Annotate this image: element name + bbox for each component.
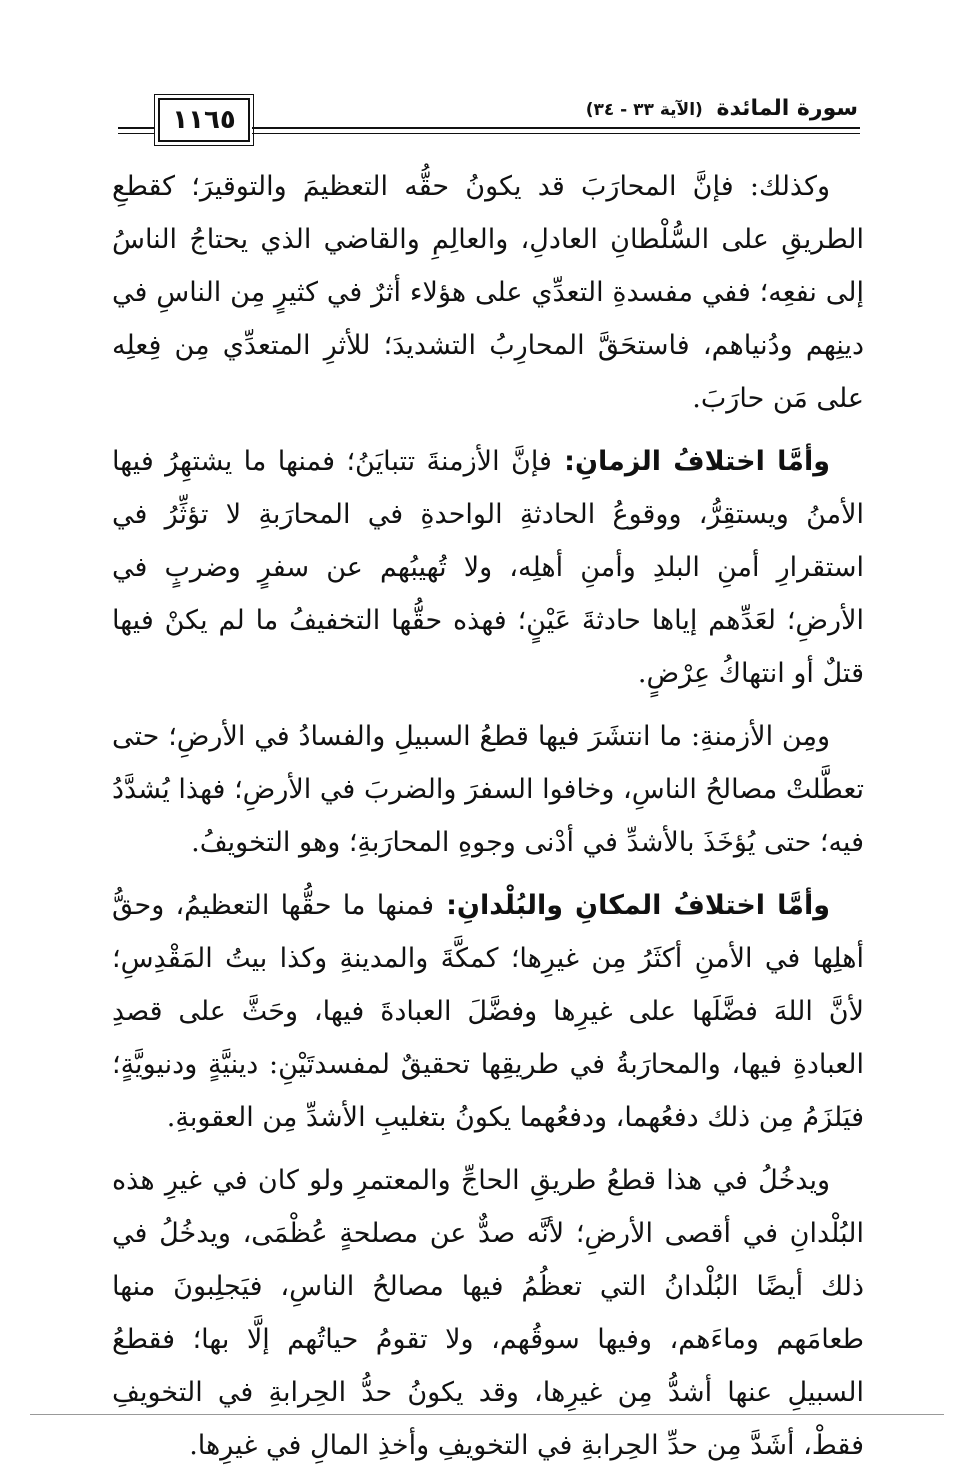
running-header	[586, 96, 858, 121]
paragraph	[112, 160, 864, 425]
paragraph	[112, 435, 864, 700]
surah-name: سورة المائدة	[716, 96, 858, 121]
header-rule-left	[118, 127, 154, 129]
paragraph	[112, 879, 864, 1144]
page-number-text: ١١٦٥	[172, 105, 236, 135]
page-body	[112, 160, 864, 1472]
page-number	[158, 98, 250, 142]
paragraph-heading: وأمَّا اختلافُ الزمانِ:	[551, 446, 830, 477]
paragraph-heading: وأمَّا اختلافُ المكانِ والبُلْدانِ:	[434, 890, 830, 921]
paragraph-text: فإنَّ الأزمنةَ تتبايَنُ؛ فمنها ما يشتهِرُ فيها الأمنُ ويستقِرُّ، ووقوعُ الحادثةِ الواحدةِ في المحارَبةِ لا تؤثِّرُ في استقرارِ أمنِ البلدِ وأمنِ أهلِه، ولا تُهيبُهم عن سفرٍ وضربٍ في الأرضِ؛ لعَدِّهم إياها حادثةَ عَيْنٍ؛ فهذه حقُّها التخفيفُ ما لم يكنْ فيها قتلٌ أو انتهاكُ عِرْضٍ.	[112, 446, 864, 689]
paragraph-text: فمنها ما حقُّها التعظيمُ، وحقُّ أهلِها في الأمنِ أكثَرُ مِن غيرِها؛ كمكَّةَ والمدينةِ وكذا بيتُ المَقْدِسِ؛ لأنَّ اللهَ فضَّلَها على غيرِها وفضَّلَ العبادةَ فيها، وحَثَّ على قصدِ العبادةِ فيها، والمحارَبةُ في طريقِها تحقيقٌ لمفسدتَيْنِ: دينيَّةٍ ودنيويَّةٍ؛ فيَلزَمُ مِن ذلك دفعُهما، ودفعُهما يكونُ بتغليبِ الأشدِّ مِن العقوبةِ.	[112, 890, 864, 1133]
paragraph-text: ويدخُلُ في هذا قطعُ طريقِ الحاجِّ والمعتمرِ ولو كان في غيرِ هذه البُلْدانِ في أقصى الأرضِ؛ لأنَّه صدٌّ عن مصلحةٍ عُظْمَى، ويدخُلُ في ذلك أيضًا البُلْدانُ التي تعظُمُ فيها مصالحُ الناسِ، فيَجلِبونَ منها طعامَهم وماءَهم، وفيها سوقُهم، ولا تقومُ حياتُهم إلَّا بها؛ فقطعُ السبيلِ عنها أشدُّ مِن غيرِها، وقد يكونُ حدُّ الحِرابةِ في التخويفِ فقطْ، أشَدَّ مِن حدِّ الحِرابةِ في التخويفِ وأخذِ المالِ في غيرِها.	[112, 1165, 864, 1461]
header-rule-left-lower	[118, 133, 154, 134]
ayah-range: (الآية ٣٣ - ٣٤)	[585, 100, 703, 120]
footer-rule	[30, 1414, 944, 1415]
paragraph-text: ومِن الأزمنةِ: ما انتشَرَ فيها قطعُ السبيلِ والفسادُ في الأرضِ؛ حتى تعطَّلتْ مصالحُ الناسِ، وخافوا السفرَ والضربَ في الأرضِ؛ فهذا يُشدَّدُ فيه؛ حتى يُؤخَذَ بالأشدِّ في أدْنى وجوهِ المحارَبةِ؛ وهو التخويفُ.	[112, 721, 864, 858]
header-rule-right-lower	[252, 133, 860, 134]
paragraph	[112, 710, 864, 869]
paragraph-text: وكذلك: فإنَّ المحارَبَ قد يكونُ حقُّه التعظيمَ والتوقيرَ؛ كقطعِ الطريقِ على السُّلْطانِ العادلِ، والعالِمِ والقاضي الذي يحتاجُ الناسُ إلى نفعِه؛ ففي مفسدةِ التعدِّي على هؤلاء أثرٌ في كثيرٍ مِن الناسِ في دينِهم ودُنياهم، فاستحَقَّ المحارِبُ التشديدَ؛ للأثرِ المتعدِّي مِن فِعلِه على مَن حارَبَ.	[112, 171, 864, 414]
header-rule-right	[252, 127, 860, 129]
paragraph	[112, 1154, 864, 1472]
